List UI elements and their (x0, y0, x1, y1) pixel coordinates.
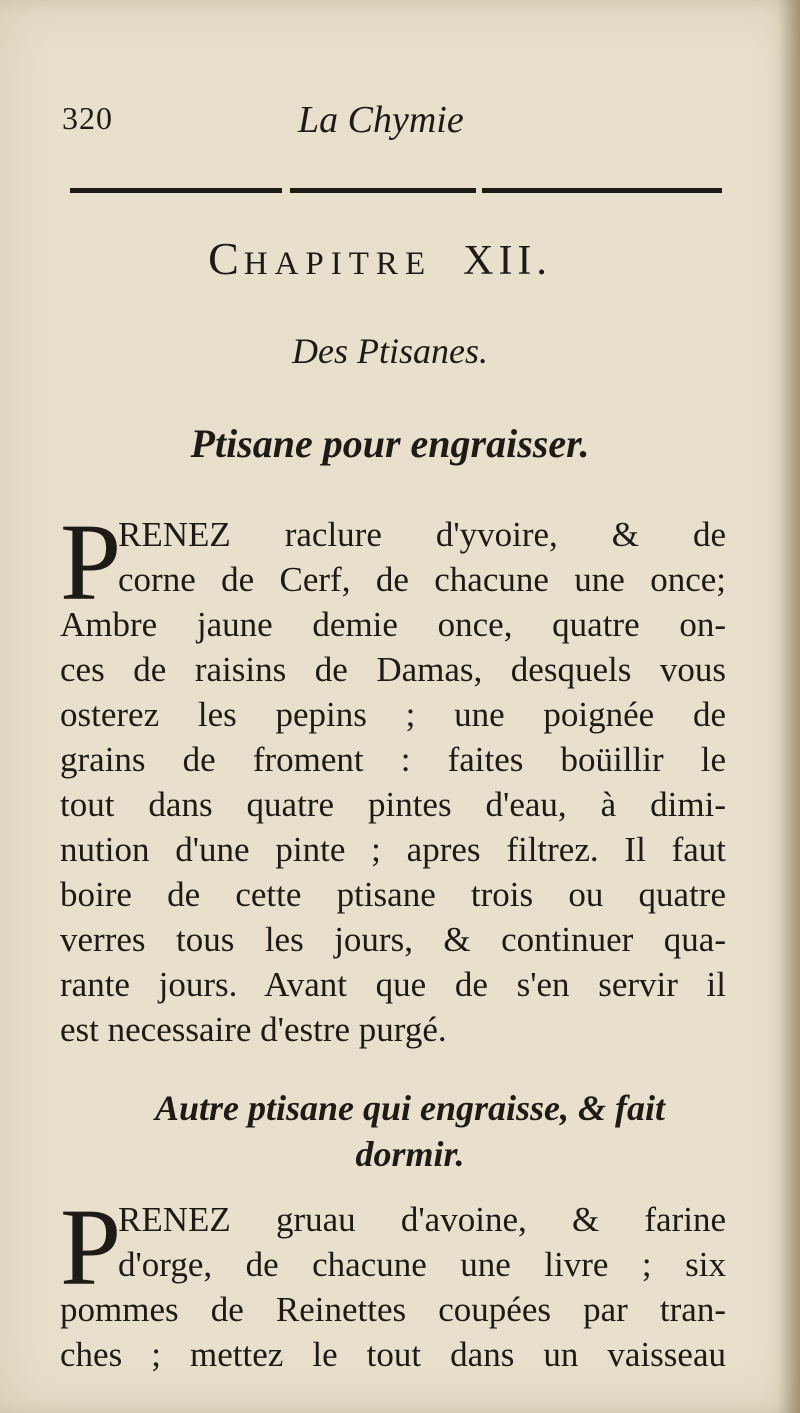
text-line: rante jours. Avant que de s'en servir il (60, 965, 726, 1004)
text-line: RENEZ raclure d'yvoire, & de (118, 515, 726, 554)
text-line: boire de cette ptisane trois ou quatre (60, 875, 726, 914)
text-line: ces de raisins de Damas, desquels vous (60, 650, 726, 689)
text-line: d'orge, de chacune une livre ; six (118, 1245, 726, 1284)
running-title: La Chymie (298, 99, 464, 141)
chapter-heading (0, 232, 760, 285)
text-line: Ambre jaune demie once, quatre on- (60, 605, 726, 644)
recipe-title-2 (60, 1085, 760, 1177)
page-number: 320 (62, 100, 113, 136)
text-line: pommes de Reinettes coupées par tran- (60, 1290, 726, 1329)
chapter-word: HAPITRE (243, 246, 433, 282)
text-line: osterez les pepins ; une poignée de (60, 695, 726, 734)
recipe-title-2-line-2: dormir. (355, 1134, 465, 1174)
text-line: RENEZ gruau d'avoine, & farine (118, 1200, 726, 1239)
page-edge-shadow (778, 0, 800, 1413)
text-line: corne de Cerf, de chacune une once; (118, 560, 726, 599)
text-line: est necessaire d'estre purgé. (60, 1010, 447, 1049)
header-rule-right (482, 188, 722, 193)
recipe-paragraph-1 (60, 501, 726, 1052)
section-title: Des Ptisanes. (292, 331, 488, 371)
text-line: ches ; mettez le tout dans un vaisseau (60, 1335, 726, 1374)
text-line: tout dans quatre pintes d'eau, à dimi- (60, 785, 726, 824)
recipe-title-1: Ptisane pour engraisser. (190, 421, 590, 466)
chapter-numeral: XII. (463, 238, 552, 284)
drop-cap: P (60, 501, 122, 623)
chapter-initial: C (208, 233, 244, 284)
header-rule-left (70, 188, 282, 193)
running-header (62, 100, 722, 150)
header-rule-center (290, 188, 476, 193)
text-line: nution d'une pinte ; apres filtrez. Il faut (60, 830, 726, 869)
text-line: verres tous les jours, & continuer qua- (60, 920, 726, 959)
text-line: grains de froment : faites boüillir le (60, 740, 726, 779)
recipe-paragraph-2 (60, 1186, 726, 1377)
drop-cap: P (60, 1186, 122, 1308)
recipe-title-2-line-1: Autre ptisane qui engraisse, & fait (154, 1088, 666, 1128)
